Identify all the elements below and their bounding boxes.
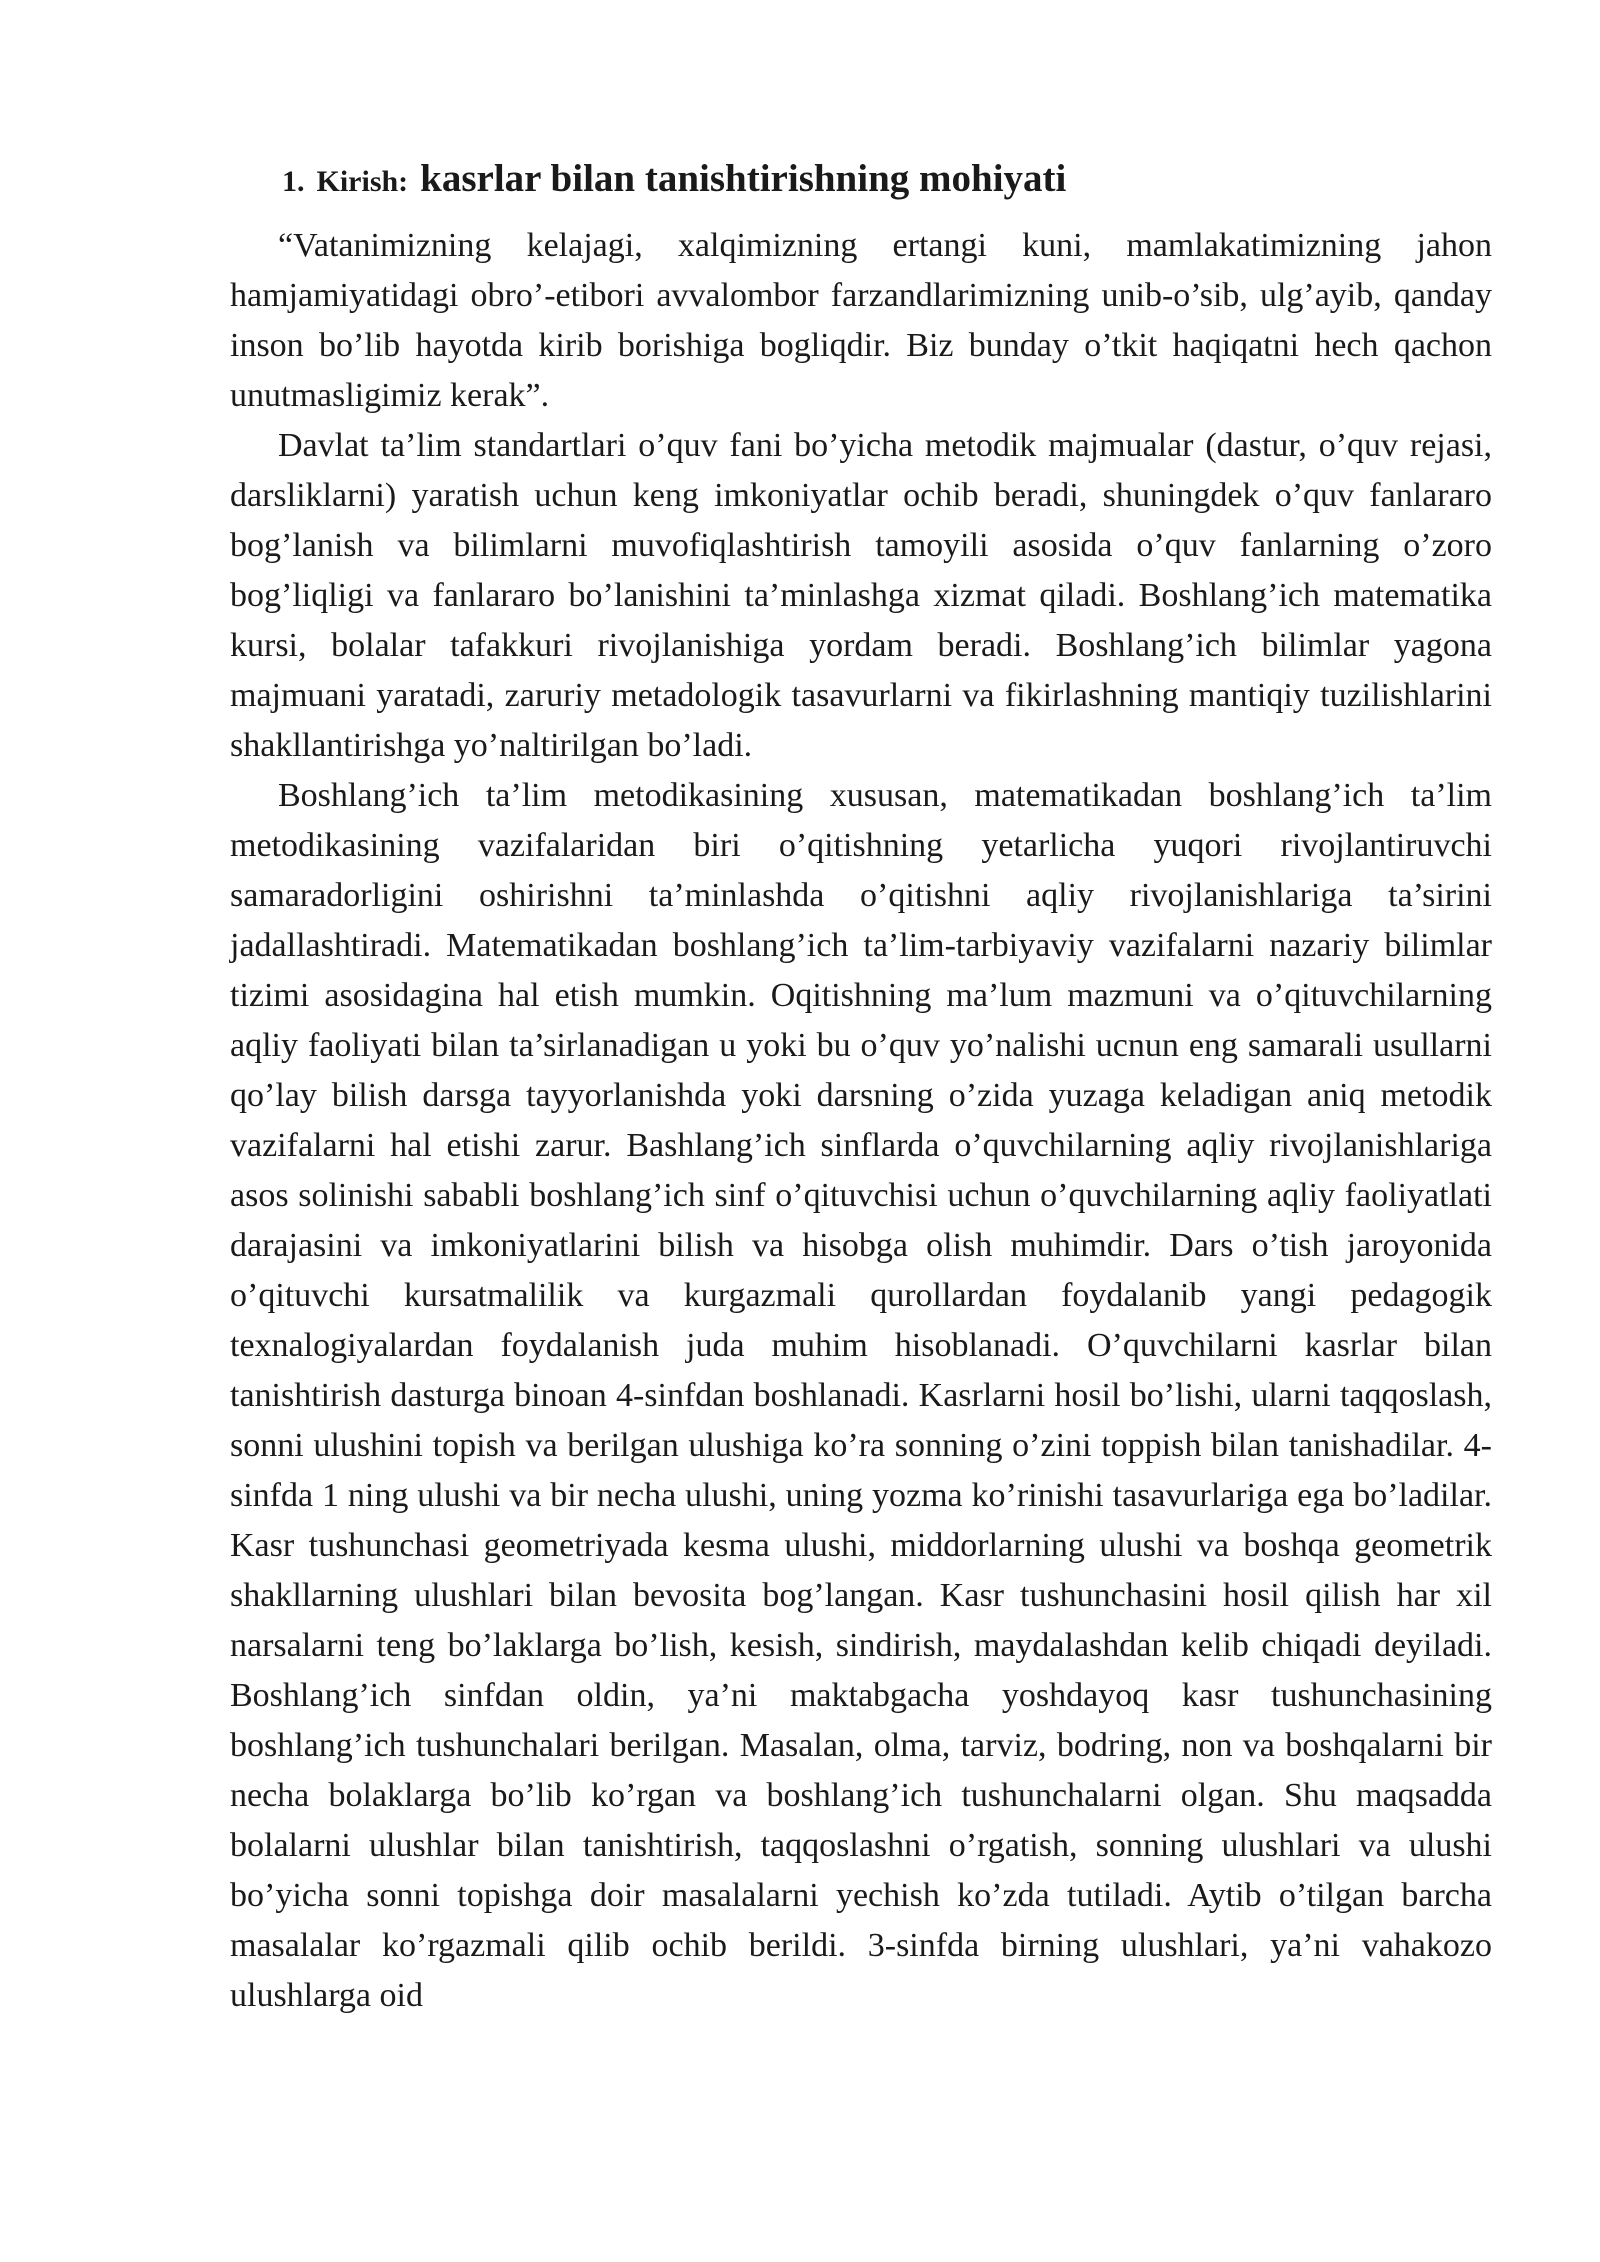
- section-number: 1.: [282, 165, 305, 198]
- paragraph-methodology: Boshlang’ich ta’lim metodikasining xususan, matematikadan boshlang’ich ta’lim metodikasining vazifalaridan biri o’qitishning yetarlicha yuqori rivojlantiruvchi samaradorligini oshirishni ta’minlashda o’qitishni aqliy rivojlanishlariga ta’sirini jadallashtiradi. Matematikadan boshlang’ich ta’lim-tarbiyaviy vazifalarni nazariy bilimlar tizimi asosidagina hal etish mumkin. Oqitishning ma’lum mazmuni va o’qituvchilarning aqliy faoliyati bilan ta’sirlanadigan u yoki bu o’quv yo’nalishi ucnun eng samarali usullarni qo’lay bilish darsga tayyorlanishda yoki darsning o’zida yuzaga keladigan aniq metodik vazifalarni hal etishi zarur. Bashlang’ich sinflarda o’quvchilarning aqliy rivojlanishlariga asos solinishi sababli boshlang’ich sinf o’qituvchisi uchun o’quvchilarning aqliy faoliyatlati darajasini va imkoniyatlarini bilish va hisobga olish muhimdir. Dars o’tish jaroyonida o’qituvchi kursatmalilik va kurgazmali qurollardan foydalanib yangi pedagogik texnalogiyalardan foydalanish juda muhim hisoblanadi. O’quvchilarni kasrlar bilan tanishtirish dasturga binoan 4-sinfdan boshlanadi. Kasrlarni hosil bo’lishi, ularni taqqoslash, sonni ulushini topish va berilgan ulushiga ko’ra sonning o’zini toppish bilan tanishadilar. 4-sinfda 1 ning ulushi va bir necha ulushi, uning yozma ko’rinishi tasavurlariga ega bo’ladilar. Kasr tushunchasi geometriyada kesma ulushi, middorlarning ulushi va boshqa geometrik shakllarning ulushlari bilan bevosita bog’langan. Kasr tushunchasini hosil qilish har xil narsalarni teng bo’laklarga bo’lish, kesish, sindirish, maydalashdan kelib chiqadi deyiladi. Boshlang’ich sinfdan oldin, ya’ni maktabgacha yoshdayoq kasr tushunchasining boshlang’ich tushunchalari berilgan. Masalan, olma, tarviz, bodring, non va boshqalarni bir necha bolaklarga bo’lib ko’rgan va boshlang’ich tushunchalarni olgan. Shu maqsadda bolalarni ulushlar bilan tanishtirish, taqqoslashni o’rgatish, sonning ulushlari va ulushi bo’yicha sonni topishga doir masalalarni yechish ko’zda tutiladi. Aytib o’tilgan barcha masalalar ko’rgazmali qilib ochib berildi. 3-sinfda birning ulushlari, ya’ni vahakozo ulushlarga oid: [230, 777, 1492, 2014]
- section-heading: [282, 150, 1492, 211]
- document-page: [230, 150, 1492, 2021]
- section-title: kasrlar bilan tanishtirishning mohiyati: [420, 157, 1067, 200]
- paragraph-standards: Davlat ta’lim standartlari o’quv fani bo’yicha metodik majmualar (dastur, o’quv rejasi, darsliklarni) yaratish uchun keng imkoniyatlar ochib beradi, shuningdek o’quv fanlararo bog’lanish va bilimlarni muvofiqlashtirish tamoyili asosida o’quv fanlarning o’zoro bog’liqligi va fanlararo bo’lanishini ta’minlashga xizmat qiladi. Boshlang’ich matematika kursi, bolalar tafakkuri rivojlanishiga yordam beradi. Boshlang’ich bilimlar yagona majmuani yaratadi, zaruriy metadologik tasavurlarni va fikirlashning mantiqiy tuzilishlarini shakllantirishga yo’naltirilgan bo’ladi.: [230, 427, 1492, 764]
- section-prefix: Kirish:: [316, 165, 409, 198]
- paragraph-quote: “Vatanimizning kelajagi, xalqimizning ertangi kuni, mamlakatimizning jahon hamjamiyatidagi obro’-etibori avvalombor farzandlarimizning unib-o’sib, ulg’ayib, qanday inson bo’lib hayotda kirib borishiga bogliqdir. Biz bunday o’tkit haqiqatni hech qachon unutmasligimiz kerak”.: [230, 227, 1492, 414]
